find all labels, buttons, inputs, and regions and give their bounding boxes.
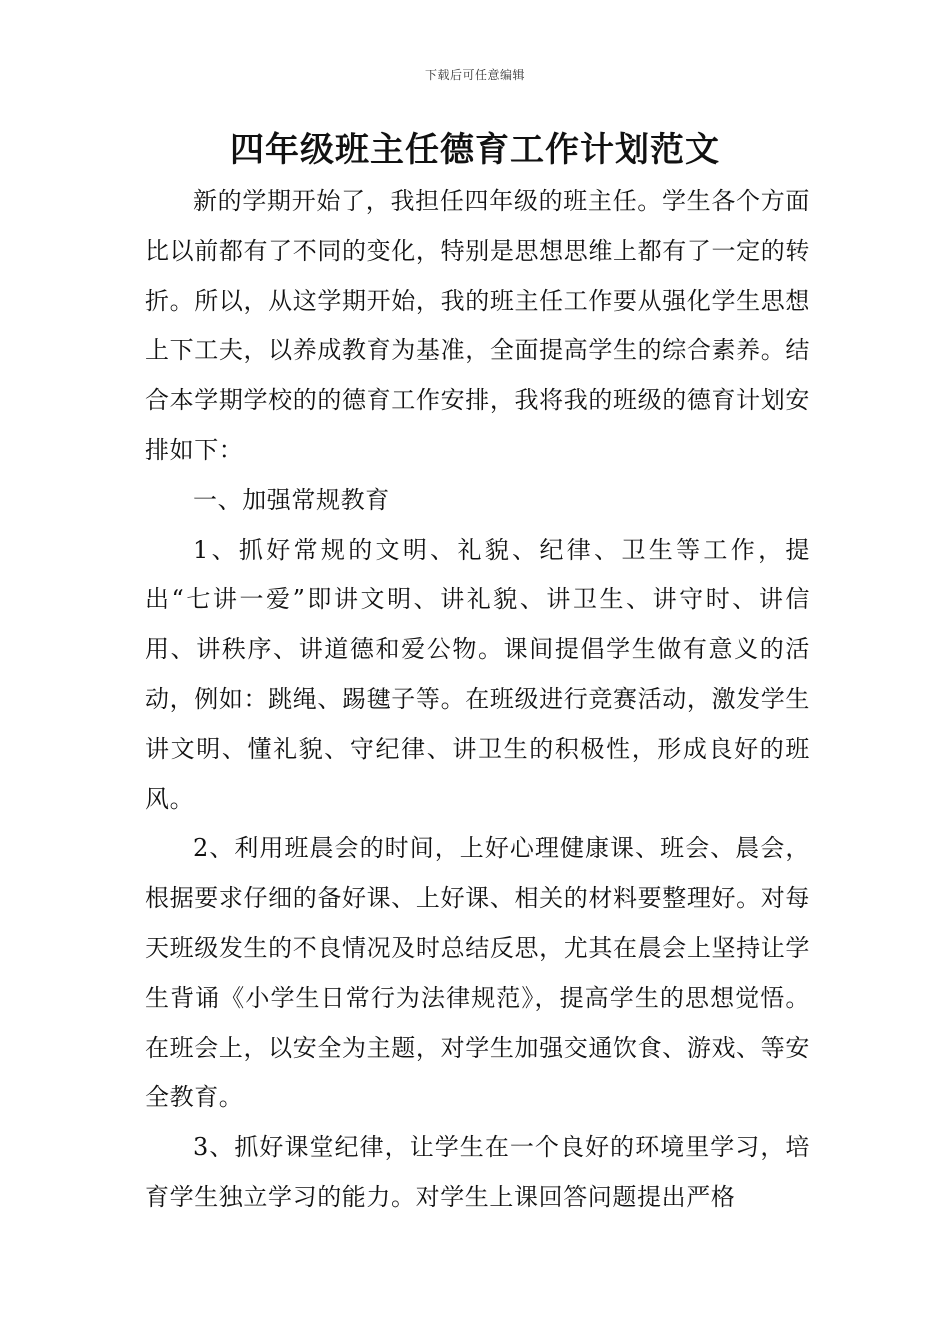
document-body <box>145 177 810 1223</box>
paragraph-item-2: 2、利用班晨会的时间，上好心理健康课、班会、晨会，根据要求仔细的备好课、上好课、相关的材料要整理好。对每天班级发生的不良情况及时总结反思，尤其在晨会上坚持让学生背诵《小学生日常行为法律规范》，提高学生的思想觉悟。在班会上，以安全为主题，对学生加强交通饮食、游戏、等安全教育。 <box>145 834 810 1112</box>
paragraph-intro: 新的学期开始了，我担任四年级的班主任。学生各个方面比以前都有了不同的变化，特别是思想思维上都有了一定的转折。所以，从这学期开始，我的班主任工作要从强化学生思想上下工夫，以养成教育为基准，全面提高学生的综合素养。结合本学期学校的的德育工作安排，我将我的班级的德育计划安排如下： <box>145 187 810 464</box>
section-heading: 一、加强常规教育 <box>193 485 390 514</box>
header-note: 下载后可任意编辑 <box>424 68 525 82</box>
document-title: 四年级班主任德育工作计划范文 <box>230 130 720 170</box>
paragraph-item-1: 1、抓好常规的文明、礼貌、纪律、卫生等工作，提出“七讲一爱”即讲文明、讲礼貌、讲卫生、讲守时、讲信用、讲秩序、讲道德和爱公物。课间提倡学生做有意义的活动，例如：跳绳、踢毽子等。在班级进行竞赛活动，激发学生讲文明、懂礼貌、守纪律、讲卫生的积极性，形成良好的班风。 <box>145 535 810 813</box>
paragraph-item-3: 3、抓好课堂纪律，让学生在一个良好的环境里学习，培育学生独立学习的能力。对学生上课回答问题提出严格 <box>145 1133 810 1211</box>
